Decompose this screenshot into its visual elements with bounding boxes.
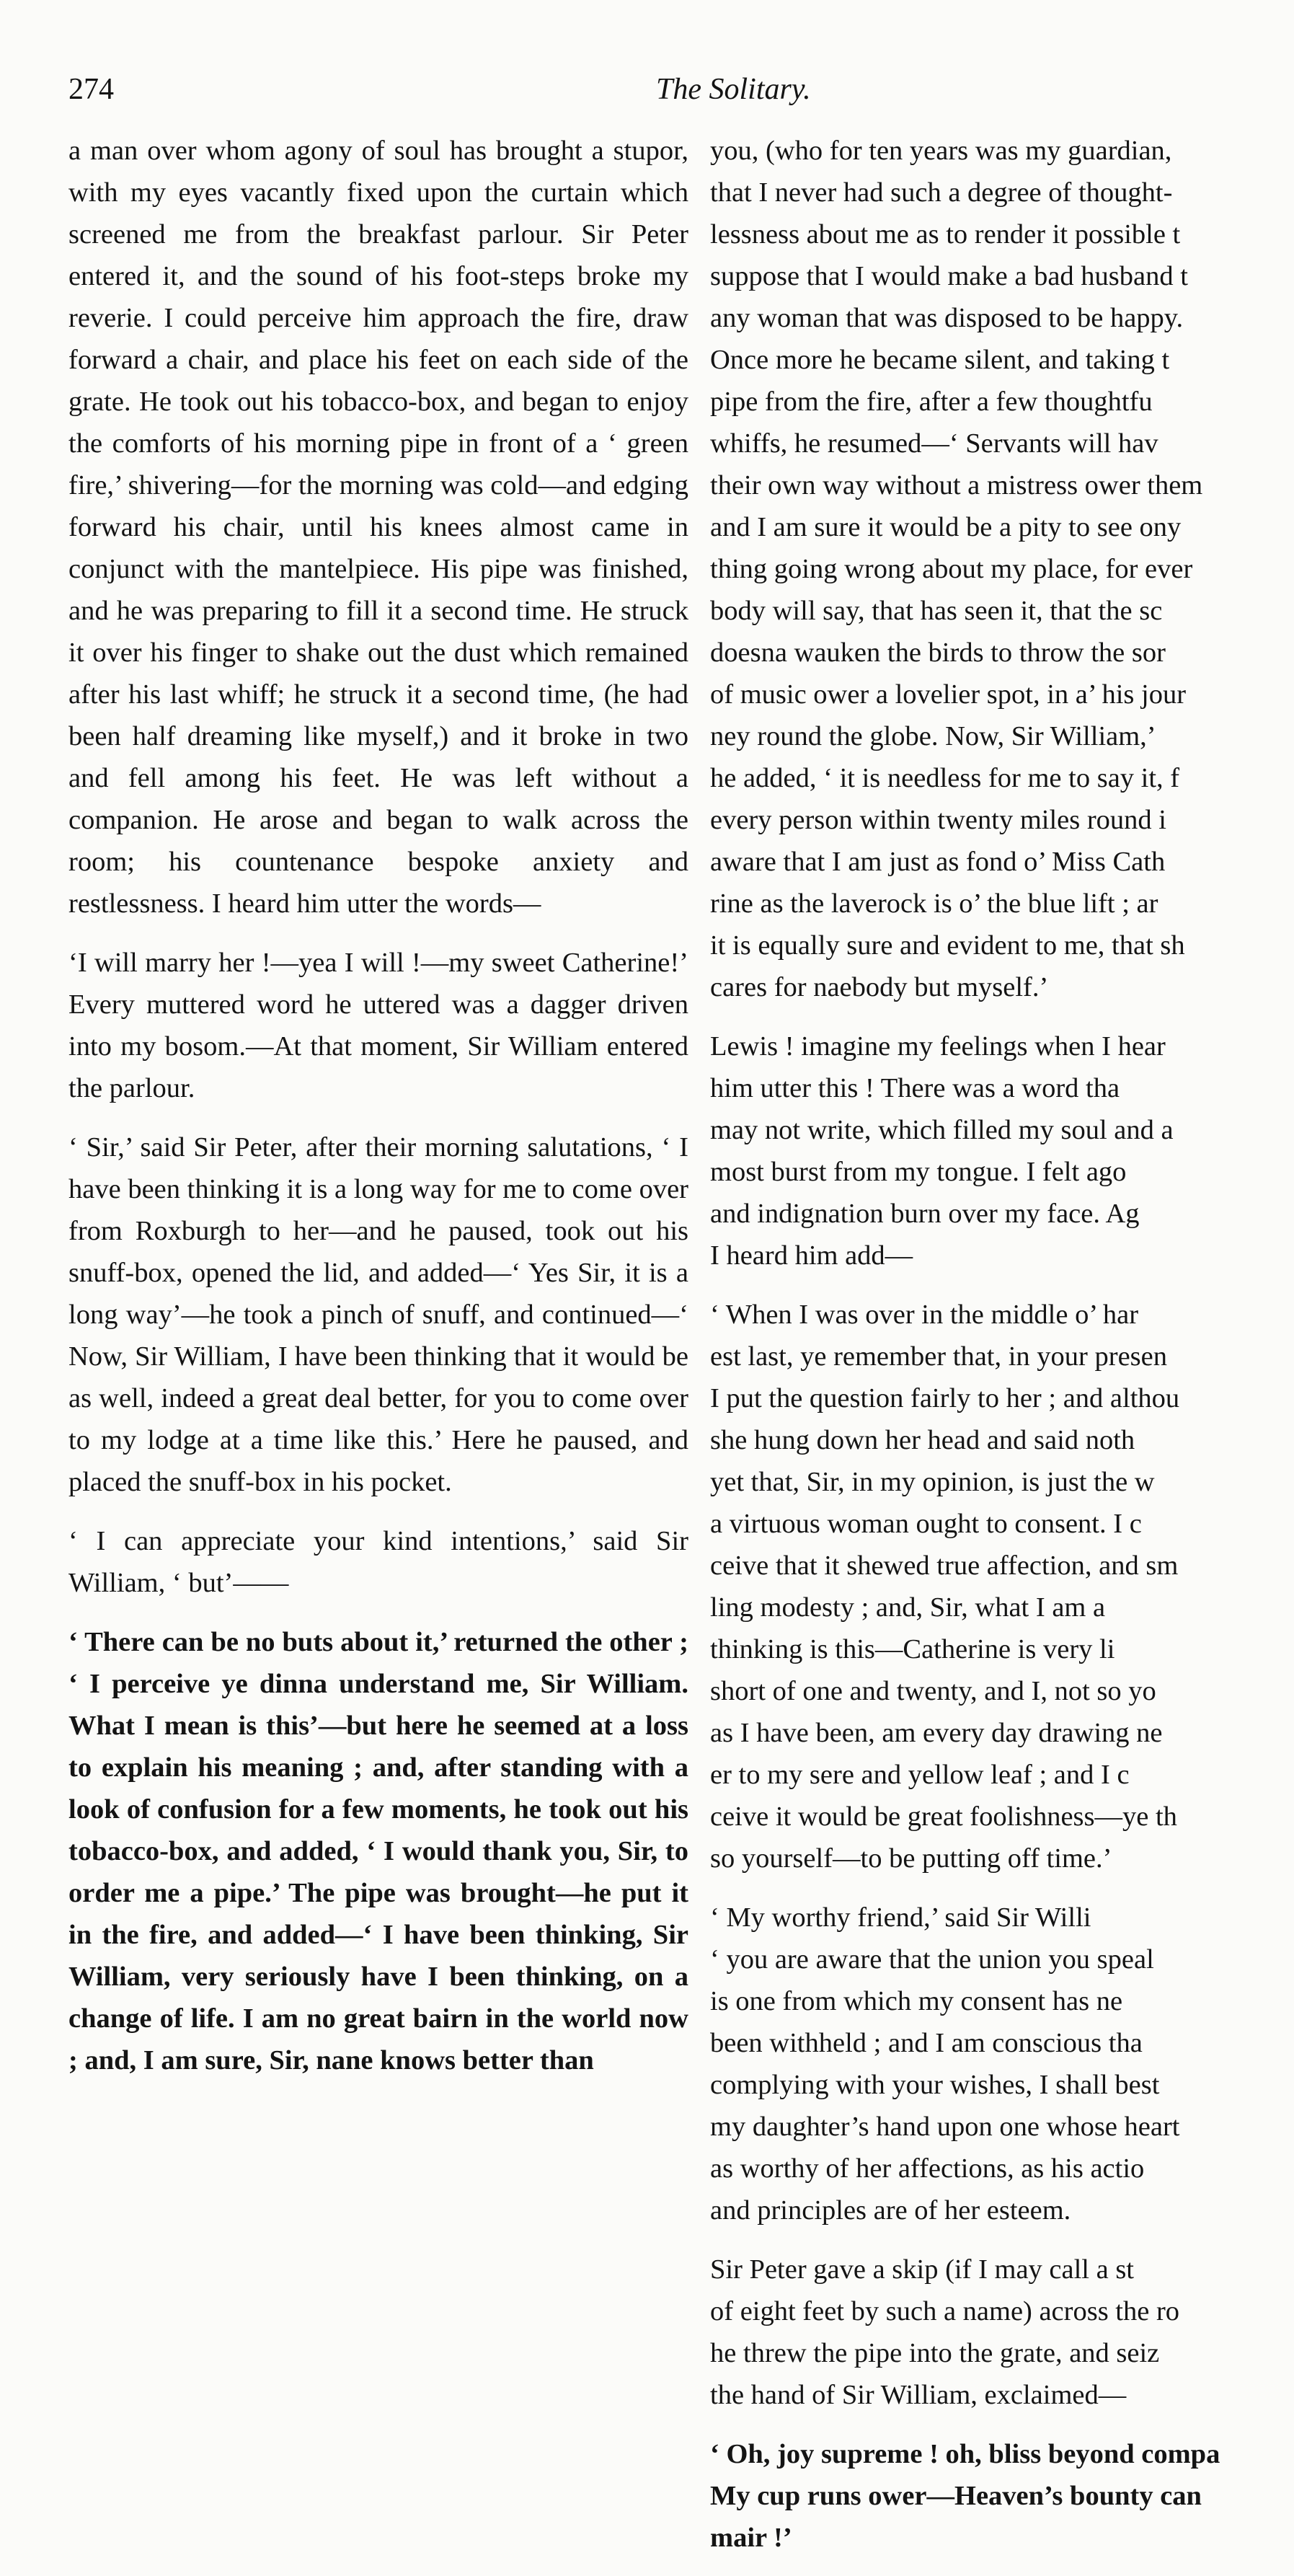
text-line: my daughter’s hand upon one whose heart	[710, 2112, 1180, 2142]
text-line: it is equally sure and evident to me, that sh	[710, 930, 1185, 961]
page-number: 274	[68, 73, 114, 106]
text-line: every person within twenty miles round i	[710, 805, 1166, 835]
text-line: so yourself—to be putting off time.’	[710, 1843, 1112, 1874]
text-line: complying with your wishes, I shall best	[710, 2070, 1160, 2100]
right-column	[710, 130, 1293, 2576]
paragraph: ‘ Sir,’ said Sir Peter, after their morning salutations, ‘ I have been thinking it is a long way for me to come over from Roxburgh to her—and he paused, took out his snuff-box, opened the lid, and added—‘ Yes Sir, it is a long way’—he took a pinch of snuff, and continued—‘ Now, Sir William, I have been thinking that it would be as well, indeed a great deal better, for you to come over to my lodge at a time like this.’ Here he paused, and placed the snuff-box in his pocket.	[68, 1132, 688, 1497]
text-line: and I am sure it would be a pity to see ony	[710, 512, 1182, 542]
text-line: he added, ‘ it is needless for me to say it, f	[710, 763, 1180, 793]
text-line: he threw the pipe into the grate, and seiz	[710, 2338, 1160, 2368]
paragraph	[710, 130, 1293, 1008]
text-line: rine as the laverock is o’ the blue lift ; ar	[710, 888, 1158, 919]
text-line: short of one and twenty, and I, not so yo	[710, 1676, 1156, 1706]
text-line: thing going wrong about my place, for ever	[710, 554, 1193, 584]
text-line: the hand of Sir William, exclaimed—	[710, 2380, 1127, 2410]
text-line: thinking is this—Catherine is very li	[710, 1634, 1115, 1664]
text-line: been withheld ; and I am conscious tha	[710, 2028, 1143, 2058]
text-line: ney round the globe. Now, Sir William,’	[710, 721, 1156, 751]
left-column	[68, 130, 688, 2099]
text-line: ceive that it shewed true affection, and sm	[710, 1551, 1179, 1581]
text-line: suppose that I would make a bad husband t	[710, 261, 1188, 291]
paragraph: ‘I will marry her !—yea I will !—my sweet Catherine!’ Every muttered word he uttered was a dagger driven into my bosom.—At that moment, Sir William entered the parlour.	[68, 948, 688, 1103]
text-line: pipe from the fire, after a few thoughtfu	[710, 387, 1153, 417]
text-line: lessness about me as to render it possible t	[710, 219, 1181, 250]
text-line: of music ower a lovelier spot, in a’ his jour	[710, 679, 1187, 710]
text-line: ‘ Oh, joy supreme ! oh, bliss beyond compa	[710, 2439, 1220, 2469]
text-line: est last, ye remember that, in your presen	[710, 1341, 1167, 1372]
text-line: I put the question fairly to her ; and althou	[710, 1383, 1180, 1413]
text-line: ‘ When I was over in the middle o’ har	[710, 1300, 1139, 1330]
text-line: she hung down her head and said noth	[710, 1425, 1135, 1455]
running-title: The Solitary.	[656, 73, 811, 106]
text-line: you, (who for ten years was my guardian,	[710, 136, 1172, 166]
paragraph	[710, 2433, 1293, 2559]
text-line: er to my sere and yellow leaf ; and I c	[710, 1760, 1130, 1790]
text-line: Sir Peter gave a skip (if I may call a st	[710, 2254, 1135, 2285]
text-line: yet that, Sir, in my opinion, is just the w	[710, 1467, 1155, 1497]
paragraph	[710, 2249, 1293, 2416]
text-line: doesna wauken the birds to throw the sor	[710, 638, 1166, 668]
text-line: cares for naebody but myself.’	[710, 972, 1049, 1002]
page-header	[68, 72, 1294, 123]
text-line: aware that I am just as fond o’ Miss Cath	[710, 847, 1166, 877]
paragraph: a man over whom agony of soul has brought a stupor, with my eyes vacantly fixed upon the curtain which screened me from the breakfast parlour. Sir Peter entered it, and the sound of his foot-steps broke my reverie. I could perceive him approach the fire, draw forward a chair, and place his feet on each side of the grate. He took out his tobacco-box, and began to enjoy the comforts of his morning pipe in front of a ‘ green fire,’ shivering—for the morning was cold—and edging forward his chair, until his knees almost came in conjunct with the mantelpiece. His pipe was finished, and he was preparing to fill it a second time. He struck it over his finger to shake out the dust which remained after his last whiff; he struck it a second time, (he had been half dreaming like myself,) and it broke in two and fell among his feet. He was left without a companion. He arose and began to walk across the room; his countenance bespoke anxiety and restlessness. I heard him utter the words—	[68, 136, 688, 919]
text-line: I heard him add—	[710, 1240, 913, 1271]
text-line: ‘ My worthy friend,’ said Sir Willi	[710, 1902, 1091, 1933]
text-line: and principles are of her esteem.	[710, 2195, 1071, 2226]
paragraph: ‘ I can appreciate your kind intentions,’ said Sir William, ‘ but’——	[68, 1526, 688, 1598]
text-line: of eight feet by such a name) across the ro	[710, 2296, 1180, 2326]
text-line: a virtuous woman ought to consent. I c	[710, 1509, 1142, 1539]
text-line: may not write, which filled my soul and a	[710, 1115, 1174, 1145]
text-line: any woman that was disposed to be happy.	[710, 303, 1184, 333]
paragraph	[710, 1294, 1293, 1879]
text-line: is one from which my consent has ne	[710, 1986, 1123, 2016]
text-line: their own way without a mistress ower them	[710, 470, 1203, 500]
text-line: ‘ you are aware that the union you speal	[710, 1944, 1154, 1975]
text-line: and indignation burn over my face. Ag	[710, 1199, 1140, 1229]
text-line: Once more he became silent, and taking t	[710, 345, 1170, 375]
paragraph: ‘ There can be no buts about it,’ returned the other ; ‘ I perceive ye dinna understand me, Sir William. What I mean is this’—but here he seemed at a loss to explain his meaning ; and, after standing with a look of confusion for a few moments, he took out his tobacco-box, and added, ‘ I would thank you, Sir, to order me a pipe.’ The pipe was brought—he put it in the fire, and added—‘ I have been thinking, Sir William, very seriously have I been thinking, on a change of life. I am no great bairn in the world now ; and, I am sure, Sir, nane knows better than	[68, 1627, 688, 2076]
text-line: ling modesty ; and, Sir, what I am a	[710, 1592, 1106, 1623]
paragraph	[710, 1025, 1293, 1276]
text-line: as worthy of her affections, as his actio	[710, 2153, 1145, 2184]
text-line: Lewis ! imagine my feelings when I hear	[710, 1031, 1166, 1062]
text-line: whiffs, he resumed—‘ Servants will hav	[710, 428, 1158, 459]
paragraph	[710, 1897, 1293, 2231]
text-line: most burst from my tongue. I felt ago	[710, 1157, 1127, 1187]
text-line: ceive it would be great foolishness—ye th	[710, 1801, 1177, 1832]
text-line: as I have been, am every day drawing ne	[710, 1718, 1163, 1748]
text-line: body will say, that has seen it, that the sc	[710, 596, 1163, 626]
text-line: that I never had such a degree of thought-	[710, 177, 1173, 208]
text-line: him utter this ! There was a word tha	[710, 1073, 1120, 1103]
text-line: My cup runs ower—Heaven’s bounty can	[710, 2481, 1202, 2511]
text-line: mair !’	[710, 2523, 792, 2553]
